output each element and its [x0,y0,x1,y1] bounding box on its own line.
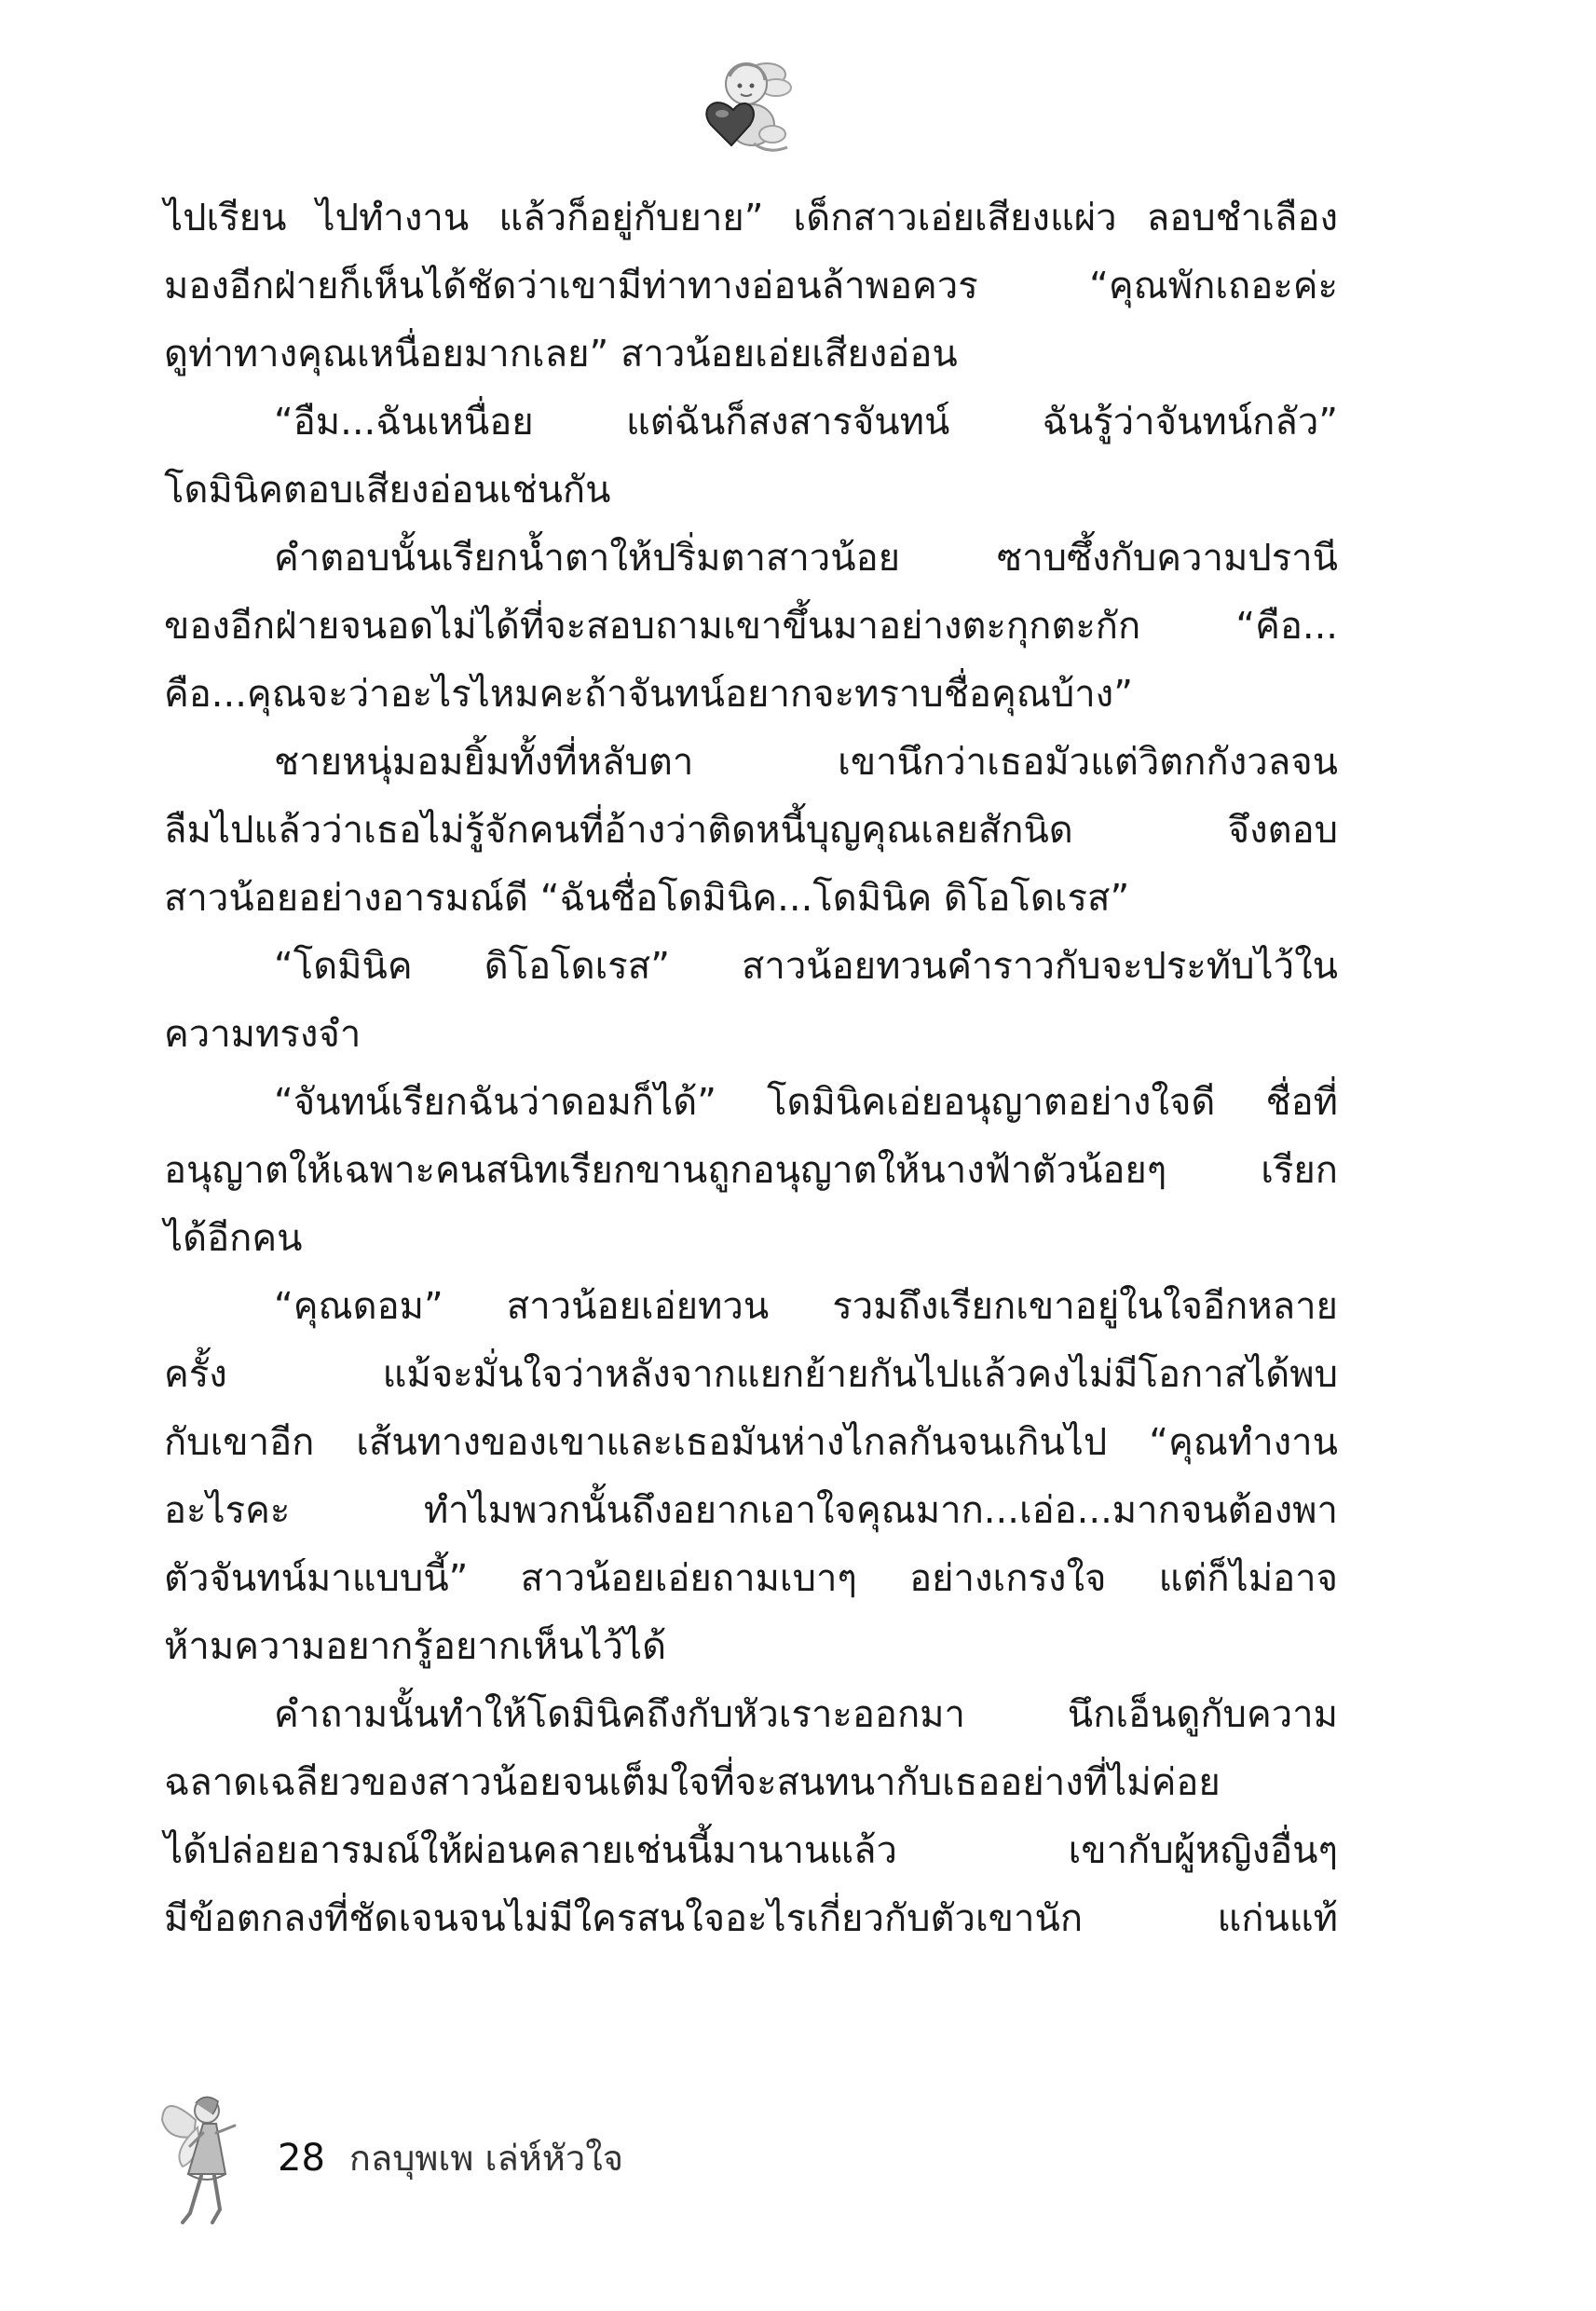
book-title: กลบุพเพ เล่ห์หัวใจ [348,2138,624,2179]
text-line: สาวน้อยอย่างอารมณ์ดี “ฉันชื่อโดมินิค...โดมินิค ดิโอโดเรส” [164,877,1130,920]
text-line: อะไรคะ ทำไมพวกนั้นถึงอยากเอาใจคุณมาก...เอ่อ...มากจนต้องพา [164,1489,1338,1532]
text-line: คำตอบนั้นเรียกน้ำตาให้ปริ่มตาสาวน้อย ซาบซึ้งกับความปรานี [274,537,1338,580]
text-line: ความทรงจำ [164,1013,361,1056]
cupid-with-heart-icon [694,56,797,163]
text-line: กับเขาอีก เส้นทางของเขาและเธอมันห่างไกลกันจนเกินไป “คุณทำงาน [164,1421,1338,1464]
text-line: ฉลาดเฉลียวของสาวน้อยจนเต็มใจที่จะสนทนากับเธออย่างที่ไม่ค่อย [164,1761,1221,1804]
text-line: ดูท่าทางคุณเหนื่อยมากเลย” สาวน้อยเอ่ยเสียงอ่อน [164,333,958,376]
text-line: ลืมไปแล้วว่าเธอไม่รู้จักคนที่อ้างว่าติดหนี้บุญคุณเลยสักนิด จึงตอบ [164,809,1338,852]
text-line: คำถามนั้นทำให้โดมินิคถึงกับหัวเราะออกมา นึกเอ็นดูกับความ [274,1693,1338,1736]
text-line: อนุญาตให้เฉพาะคนสนิทเรียกขานถูกอนุญาตให้นางฟ้าตัวน้อยๆ เรียก [164,1149,1338,1192]
text-line: “คุณดอม” สาวน้อยเอ่ยทวน รวมถึงเรียกเขาอยู่ในใจอีกหลาย [274,1285,1338,1328]
fairy-icon [158,2083,242,2232]
text-line: คือ...คุณจะว่าอะไรไหมคะถ้าจันทน์อยากจะทราบชื่อคุณบ้าง” [164,673,1133,716]
text-line: “จันทน์เรียกฉันว่าดอมก็ได้” โดมินิคเอ่ยอนุญาตอย่างใจดี ชื่อที่ [274,1081,1338,1124]
text-line: ได้ปล่อยอารมณ์ให้ผ่อนคลายเช่นนี้มานานแล้ว เขากับผู้หญิงอื่นๆ [164,1829,1338,1872]
body-text [164,185,1338,1953]
text-line: ตัวจันทน์มาแบบนี้” สาวน้อยเอ่ยถามเบาๆ อย่างเกรงใจ แต่ก็ไม่อาจ [164,1557,1338,1600]
text-line: โดมินิคตอบเสียงอ่อนเช่นกัน [164,469,611,512]
text-line: มองอีกฝ่ายก็เห็นได้ชัดว่าเขามีท่าทางอ่อนล้าพอควร “คุณพักเถอะค่ะ [164,265,1338,308]
page-number: 28 [278,2137,325,2180]
text-line: ครั้ง แม้จะมั่นใจว่าหลังจากแยกย้ายกันไปแล้วคงไม่มีโอกาสได้พบ [164,1353,1338,1396]
page-footer [278,2130,623,2186]
text-line: ของอีกฝ่ายจนอดไม่ได้ที่จะสอบถามเขาขึ้นมาอย่างตะกุกตะกัก “คือ... [164,605,1338,648]
text-line: “โดมินิค ดิโอโดเรส” สาวน้อยทวนคำราวกับจะประทับไว้ใน [274,945,1338,988]
text-line: มีข้อตกลงที่ชัดเจนจนไม่มีใครสนใจอะไรเกี่ยวกับตัวเขานัก แก่นแท้ [164,1897,1338,1940]
text-line: ห้ามความอยากรู้อยากเห็นไว้ได้ [164,1625,667,1668]
text-line: ไปเรียน ไปทำงาน แล้วก็อยู่กับยาย” เด็กสาวเอ่ยเสียงแผ่ว ลอบชำเลือง [164,197,1338,239]
text-line: ชายหนุ่มอมยิ้มทั้งที่หลับตา เขานึกว่าเธอมัวแต่วิตกกังวลจน [274,741,1338,784]
text-line: ได้อีกคน [164,1217,303,1260]
text-line: “อืม...ฉันเหนื่อย แต่ฉันก็สงสารจันทน์ ฉันรู้ว่าจันทน์กลัว” [274,401,1338,444]
